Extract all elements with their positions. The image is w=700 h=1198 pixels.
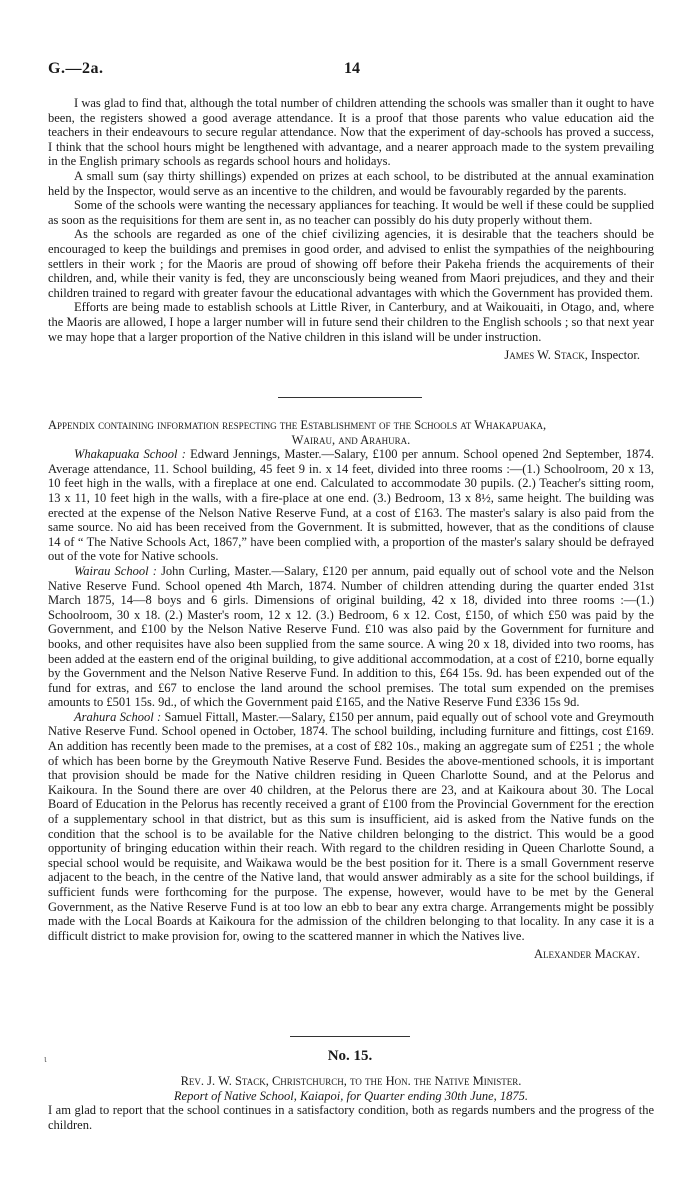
whakapuaka-label: Whakapuaka School : xyxy=(74,447,186,462)
no15-report-title: Report of Native School, Kaiapoi, for Quarter ending 30th June, 1875. xyxy=(173,1088,529,1103)
signature-role: Inspector. xyxy=(591,348,640,363)
section-divider-2 xyxy=(290,1036,410,1037)
arahura-label: Arahura School : xyxy=(74,709,162,724)
appendix-heading-line2: Wairau, and Arahura. xyxy=(291,432,411,447)
signature-mackay: Alexander Mackay. xyxy=(533,947,640,962)
section-divider xyxy=(278,397,422,398)
signature-stack xyxy=(48,348,654,363)
appendix xyxy=(48,418,654,962)
page-number: 14 xyxy=(344,60,360,77)
arahura-text: Samuel Fittall, Master.—Salary, £150 per annum, paid equally out of school vote and Greymouth Native Reserve Fund. School opened in October, 1874. The school building, including furniture and fittings, cost £169. An addition has recently been made to the premises, at a cost of £82 10s., making an aggregate sum of £251 ; the whole of which has been borne by the Greymouth Native Reserve Fund. Besides the above-mentioned schools, it is important that provision should be made for the Native children residing in Queen Charlotte Sound, and at the Pelorus and Kaikoura. In the Sound there are over 40 children, at the Pelorus there are 23, and at Kaikoura about 30. The Local Board of Education in the Pelorus has recently received a grant of £100 from the Provincial Government for the erection of a supplementary school in that district, but as this sum is insufficient, aid is asked from the Native funds on the condition that the school is to be available for the Native children belonging to the district. This would be a good opportunity of bringing education within their reach. With regard to the children residing in Queen Charlotte Sound, a special school would be requisite, and Waikawa would be the best position for it. There is a small Government reserve adjacent to the beach, in the centre of the Native land, that would answer admirably as a site for the school buildings, if sufficient funds were forthcoming for the purpose. The expense, however, would have to be met by the General Government, as the Native Reserve Fund is at too low an ebb to bear any extra charge. Arrangements might be possibly made with the Local Boards at Kaikoura for the admission of the children belonging to that locality. In any case it is a difficult district to make provision for, owing to the scattered manner in which the Natives live. xyxy=(48,709,654,943)
wairau-paragraph xyxy=(48,564,654,710)
margin-mark: ι xyxy=(44,1054,47,1065)
paragraph-civilizing: As the schools are regarded as one of the chief civilizing agencies, it is desirable that the teachers should be encouraged to keep the buildings and premises in good order, and advised to enlist the sympathies of the neighbouring settlers in their work ; for the Maoris are proud of showing off before their Pakeha friends the acquirements of their children, and, while their vanity is fed, they are unconsciously being weaned from Maori prejudices, and they and their children trained to regard with greater favour the educational advantages with which the Government has provided them. xyxy=(48,227,654,300)
arahura-paragraph xyxy=(48,710,654,944)
wairau-label: Wairau School : xyxy=(74,563,157,578)
wairau-text: John Curling, Master.—Salary, £120 per annum, paid equally out of school vote and the Nelson Native Reserve Fund. School opened 4th March, 1874. Number of children attending during the quarter ended 31st March 1875, 14—8 boys and 6 girls. Dimensions of original building, 42 x 18, divided into three rooms :—(1.) Schoolroom, 30 x 18. (2.) Master's room, 12 x 12. (3.) Bedroom, 6 x 12. Cost, £150, of which £50 was paid by the Government, and £100 by the Nelson Native Reserve Fund. £10 was also paid by the Government for furniture and books, and other requisites have also been supplied from the same source. A wing 20 x 18, divided into two rooms, has been added at the eastern end of the original building, to give additional accommodation, at a cost of £210, borne equally by the Government and the Nelson Native Reserve Fund. In addition to this, £64 15s. 9d. has been expended out of the fund for extras, and £67 to enclose the land around the school premises. The total sum expended on the premises amounts to £501 15s. 9d., of which the Government paid £165, and the Native Reserve Fund £336 15s 9d. xyxy=(48,563,654,710)
paragraph-appliances: Some of the schools were wanting the necessary appliances for teaching. It would be well if these could be supplied as soon as the requisitions for them are sent in, as no teacher can possibly do his duty properly without them. xyxy=(48,198,654,227)
whakapuaka-paragraph xyxy=(48,447,654,564)
no15-from-line: Rev. J. W. Stack, Christchurch, to the Hon. the Native Minister. xyxy=(180,1074,522,1088)
document-number-heading: No. 15. xyxy=(327,1048,373,1064)
paragraph-prizes: A small sum (say thirty shillings) expended on prizes at each school, to be distributed at the annual examination held by the Inspector, would serve as an incentive to the children, and would be favourably regarded by the parents. xyxy=(48,168,654,198)
no15-section xyxy=(48,1074,654,1132)
paragraph-efforts: Efforts are being made to establish schools at Little River, in Canterbury, and at Waikouaiti, in Otago, and, where the Maoris are allowed, I hope a larger number will in future send their children to the English schools ; so that next year we may hope that a larger proportion of the Native children in this island will be under instruction. xyxy=(48,300,654,344)
no15-body: I am glad to report that the school continues in a satisfactory condition, both as regards numbers and the progress of the children. xyxy=(48,1103,654,1132)
stack-report xyxy=(48,96,654,363)
paragraph-attendance: I was glad to find that, although the total number of children attending the schools was smaller than it ought to have been, the registers showed a good average attendance. It is a proof that those parents who value education aid the teachers in their endeavours to secure regular attendance. Now that the experiment of day-schools has proved a success, I think that the school hours might be lengthened with advantage, and a nearer approach made to the system prevailing in the English primary schools as regards school hours and holidays. xyxy=(48,96,654,169)
document-code: G.—2a. xyxy=(48,60,104,77)
signature-name: James W. Stack, xyxy=(504,348,588,363)
whakapuaka-text: Edward Jennings, Master.—Salary, £100 per annum. School opened 2nd September, 1874. Average attendance, 11. School building, 45 feet 9 in. x 14 feet, divided into three rooms :—(1.) Schoolroom, 20 x 13, 10 feet high in the walls, with a fireplace at one end. Calculated to accommodate 30 pupils. (2.) Teacher's sitting room, 13 x 11, 10 feet high in the walls, with a fire-place at one end. (3.) Bedroom, 13 x 8½, same height. The building was erected at the expense of the Nelson Native Reserve Fund, at a cost of £163. The master's salary is also paid from the same source. No aid has been received from the Government. It is submitted, however, that as the conditions of clause 14 of “ The Native Schools Act, 1867,” have been complied with, a proportion of the master's salary should be defrayed out of the vote for Native schools. xyxy=(48,447,654,564)
appendix-heading-line1: Appendix containing information respecting the Establishment of the Schools at Whakapuaka, xyxy=(48,418,547,432)
